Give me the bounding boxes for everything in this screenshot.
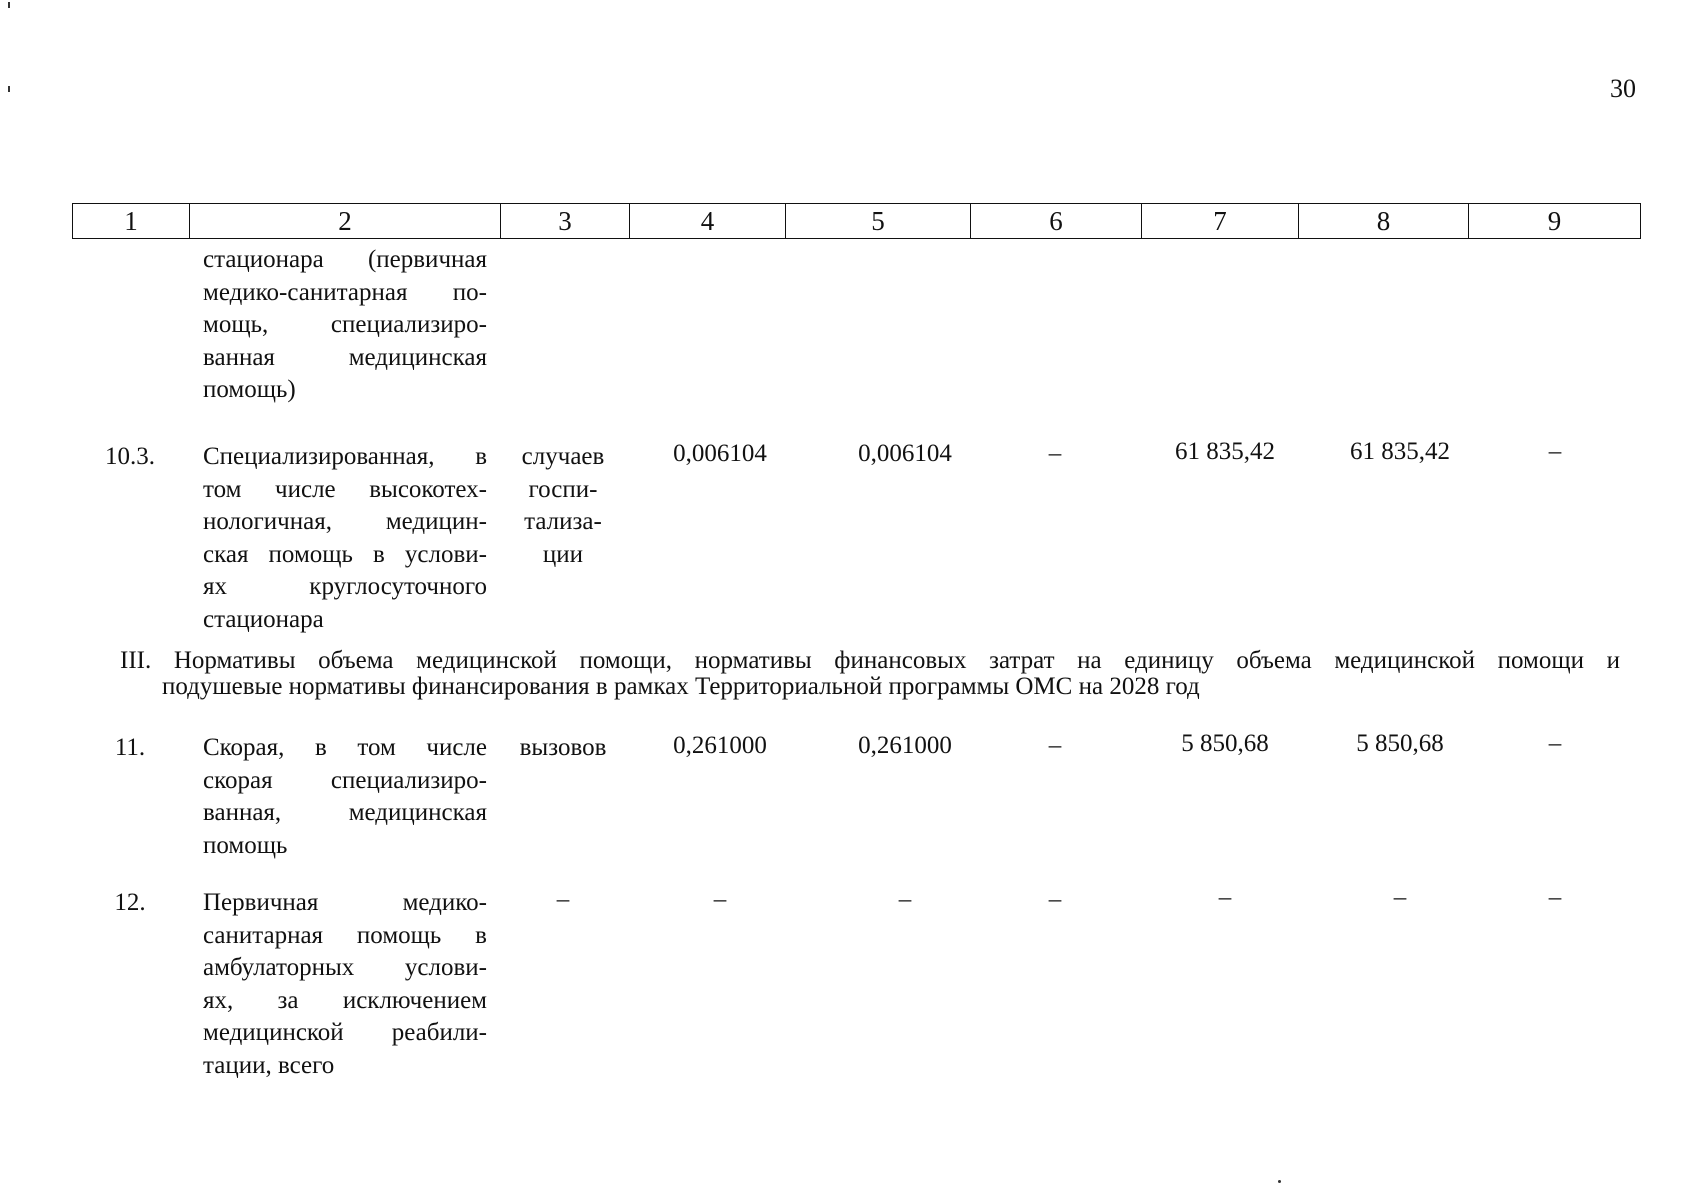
row-col6-value: – (1048, 886, 1062, 913)
row-description-line: ская помощь в услови- (203, 540, 487, 568)
row-col7-value: – (1218, 884, 1232, 911)
header-col-2: 2 (190, 204, 501, 239)
row-col4-value: 0,006104 (673, 440, 767, 467)
row-col4-value: – (713, 886, 727, 913)
row-col7-value: 61 835,42 (1175, 438, 1275, 465)
row-description-line: ях круглосуточного (203, 573, 487, 600)
column-number-header (72, 203, 1641, 239)
section-heading-line1: III. Нормативы объема медицинской помощи, нормативы финансовых затрат на единицу объема медицинской помощи и (120, 647, 1620, 674)
row-unit-line: вызовов (519, 734, 607, 761)
row-unit (513, 884, 613, 917)
section-heading-line2: подушевые нормативы финансирования в рамках Территориальной программы ОМС на 2028 год (162, 673, 1200, 700)
row-description-line: скорая специализиро- (203, 766, 487, 794)
continuation-line: медико-санитарная по- (203, 278, 487, 306)
row-col6-value: – (1048, 732, 1062, 759)
row-col9-value: – (1548, 438, 1562, 465)
row-col7-value: 5 850,68 (1181, 730, 1269, 757)
row-description-line: нологичная, медицин- (203, 508, 487, 535)
header-col-4: 4 (630, 204, 786, 239)
row-unit-line: – (556, 886, 570, 913)
header-col-8: 8 (1299, 204, 1469, 239)
row-unit (513, 732, 613, 765)
row-col8-value: – (1393, 884, 1407, 911)
scan-speck (8, 2, 10, 8)
row-description-line: ях, за исключением (203, 986, 487, 1014)
header-col-6: 6 (971, 204, 1142, 239)
row-col4-value: 0,261000 (673, 732, 767, 759)
row-description-line: Первичная медико- (203, 889, 487, 916)
row-description (203, 732, 487, 862)
row-description-line: санитарная помощь в (203, 921, 487, 949)
scan-speck (1278, 1180, 1281, 1183)
continuation-line: мощь, специализиро- (203, 311, 487, 338)
row-col6-value: – (1048, 440, 1062, 467)
row-number: 12. (114, 889, 146, 916)
row-col8-value: 5 850,68 (1356, 730, 1444, 757)
row-unit-line: ции (542, 540, 584, 568)
header-col-1: 1 (73, 204, 190, 239)
row-description (203, 887, 487, 1082)
row-col5-value: – (898, 886, 912, 913)
row-col8-value: 61 835,42 (1350, 438, 1450, 465)
continuation-line: помощь) (203, 376, 296, 403)
row-description-line: ванная, медицинская (203, 799, 487, 826)
row-unit-line: госпи- (528, 475, 598, 503)
row-number: 10.3. (105, 443, 155, 470)
row-description-line: медицинской реабили- (203, 1019, 487, 1046)
row-description-line: Специализированная, в (203, 443, 487, 470)
row-description-line: амбулаторных услови- (203, 954, 487, 981)
row-unit-line: случаев (521, 443, 605, 470)
row-col5-value: 0,006104 (858, 440, 952, 467)
continuation-line: ванная медицинская (203, 343, 487, 371)
header-col-3: 3 (501, 204, 630, 239)
section-heading (120, 648, 1620, 700)
header-col-5: 5 (786, 204, 971, 239)
row-unit (513, 441, 613, 571)
row-description-line: том числе высокотех- (203, 475, 487, 503)
header-col-9: 9 (1469, 204, 1641, 239)
row-description-line: стационара (203, 605, 324, 633)
row-col5-value: 0,261000 (858, 732, 952, 759)
row-description-line: помощь (203, 831, 288, 859)
row-description-line: Скорая, в том числе (203, 734, 487, 761)
row-description-line: тации, всего (203, 1051, 335, 1079)
row-col9-value: – (1548, 884, 1562, 911)
scan-speck (8, 86, 10, 92)
row-unit-line: тализа- (524, 508, 602, 535)
row-number: 11. (114, 734, 146, 761)
row-description (203, 441, 487, 636)
row-col9-value: – (1548, 730, 1562, 757)
page-number: 30 (1610, 74, 1636, 103)
continuation-line: стационара (первичная (203, 246, 487, 273)
continuation-description (203, 244, 487, 407)
header-col-7: 7 (1142, 204, 1299, 239)
